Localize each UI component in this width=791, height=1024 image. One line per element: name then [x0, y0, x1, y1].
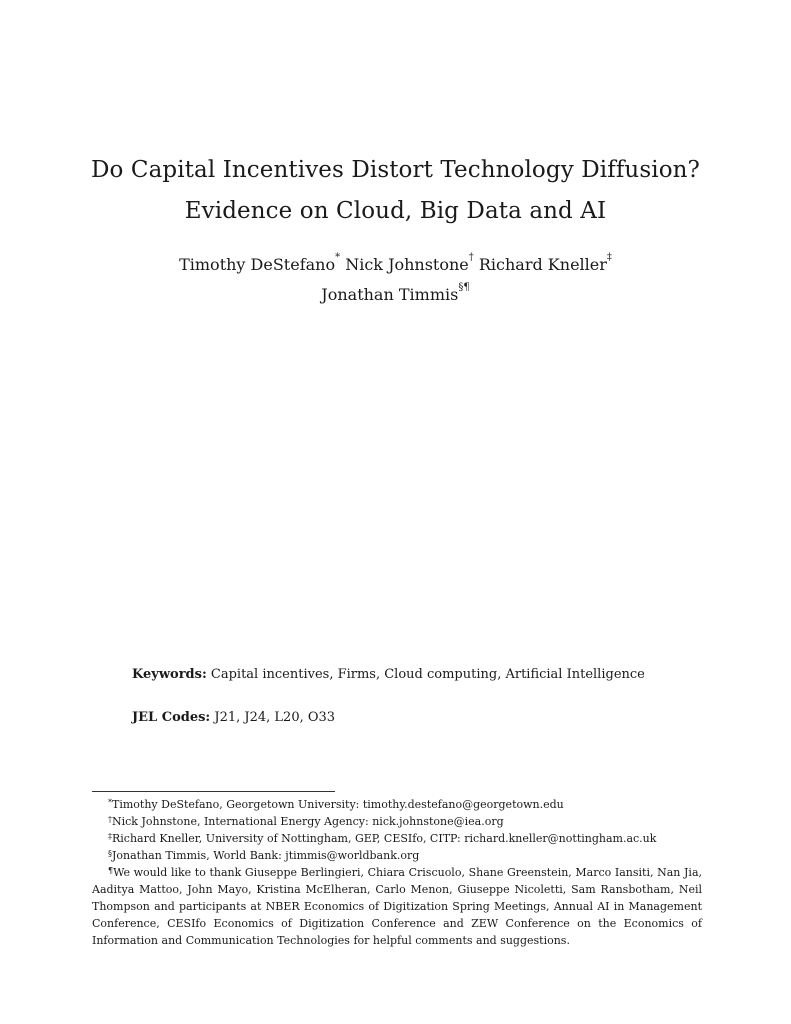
footnote-acknowledgements: [92, 864, 702, 949]
author-list-continued: [0, 282, 791, 304]
paper-title-line-1: Do Capital Incentives Distort Technology Diffusion?: [90, 157, 700, 183]
jel-codes-label: JEL Codes:: [132, 710, 211, 725]
author-footnote-mark: ‡: [606, 252, 612, 263]
author-name: Jonathan Timmis: [321, 285, 459, 304]
footnote-divider: [92, 791, 335, 792]
author-list: [0, 252, 791, 274]
author-footnote-mark: §¶: [458, 282, 470, 293]
footnote: [92, 796, 702, 813]
author-name: Nick Johnstone: [345, 255, 469, 274]
jel-codes: [132, 710, 335, 725]
footnote-mark: ¶: [108, 866, 114, 875]
footnote-text: Nick Johnstone, International Energy Agency: nick.johnstone@iea.org: [112, 815, 504, 828]
footnote-mark: ‡: [108, 832, 112, 841]
author-footnote-mark: †: [468, 252, 474, 263]
footnote-text: Richard Kneller, University of Nottingham, GEP, CESIfo, CITP: richard.kneller@nottingham.ac.uk: [112, 832, 657, 845]
footnote: [92, 813, 702, 830]
author-name: Timothy DeStefano: [179, 255, 336, 274]
footnote-mark: §: [108, 849, 112, 858]
keywords-label: Keywords:: [132, 667, 207, 682]
footnotes: [92, 796, 702, 949]
footnote-text: We would like to thank Giuseppe Berlingieri, Chiara Criscuolo, Shane Greenstein, Marco Iansiti, Nan Jia, Aaditya Mattoo, John Mayo, Kristina McElheran, Carlo Menon, Giuseppe Nicoletti, Sam Ransbotham, Neil Thompson and participants at NBER Economics of Digitization Spring Meetings, Annual AI in Management Conference, CESIfo Economics of Digitization Conference and ZEW Conference on the Economics of Information and Communication Technologies for helpful comments and suggestions.: [92, 866, 702, 947]
paper-title-line-2: Evidence on Cloud, Big Data and AI: [184, 198, 607, 224]
footnote-mark: *: [108, 798, 112, 807]
author-name: Richard Kneller: [478, 255, 607, 274]
footnote: [92, 847, 702, 864]
keywords: [132, 667, 645, 682]
author-footnote-mark: *: [335, 252, 341, 263]
footnote-text: Timothy DeStefano, Georgetown University: timothy.destefano@georgetown.edu: [112, 798, 564, 811]
footnote-text: Jonathan Timmis, World Bank: jtimmis@worldbank.org: [112, 849, 420, 862]
jel-codes-value: J21, J24, L20, O33: [214, 710, 336, 725]
footnote-mark: †: [108, 815, 112, 824]
footnote: [92, 830, 702, 847]
keywords-value: Capital incentives, Firms, Cloud computing, Artificial Intelligence: [210, 667, 645, 682]
